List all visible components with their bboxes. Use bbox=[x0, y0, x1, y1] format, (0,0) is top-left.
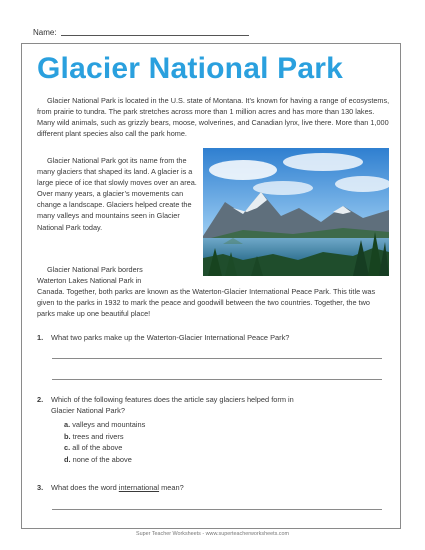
paragraph-border bbox=[37, 264, 197, 286]
answer-line[interactable] bbox=[52, 379, 382, 380]
choice-c[interactable]: c. all of the above bbox=[64, 443, 123, 453]
question-2-number: 2. bbox=[37, 395, 44, 404]
paragraph-glaciers: Glacier National Park got its name from the many glaciers that shaped its land. A glacier is a large piece of ice that slowly moves over an area. Over many years, a glacier’s movements can change a landscape. Glaciers helped create the many valleys and mountains seen in Glacier National Park today. bbox=[37, 156, 197, 232]
name-blank-line[interactable] bbox=[61, 35, 249, 36]
question-3-text-after: mean? bbox=[159, 483, 184, 492]
question-1-text: What two parks make up the Waterton-Glacier International Peace Park? bbox=[51, 333, 290, 342]
name-field bbox=[33, 28, 249, 37]
name-label: Name: bbox=[33, 28, 57, 37]
choice-d[interactable]: d. none of the above bbox=[64, 454, 132, 464]
question-2-choices bbox=[64, 419, 145, 465]
choice-b[interactable]: b. trees and rivers bbox=[64, 431, 124, 441]
paragraph-border-line2: Waterton Lakes National Park in bbox=[37, 276, 142, 286]
park-photo bbox=[203, 148, 389, 276]
question-3-keyword: international bbox=[118, 483, 160, 492]
question-2 bbox=[37, 394, 387, 416]
answer-line[interactable] bbox=[52, 358, 382, 359]
answer-line[interactable] bbox=[52, 509, 382, 510]
question-3 bbox=[37, 482, 387, 493]
choice-a[interactable]: a. valleys and mountains bbox=[64, 420, 146, 429]
paragraph-border-line1: Glacier National Park borders bbox=[47, 265, 143, 274]
paragraph-border-rest: Canada. Together, both parks are known as the Waterton-Glacier International Peace Park. This title was given to the parks in 1932 to mark the peace and goodwill between the two countries. Together, the two parks make up one beautiful place! bbox=[37, 287, 376, 319]
question-2-text-line2: Glacier National Park? bbox=[51, 406, 125, 415]
page-title: Glacier National Park bbox=[37, 52, 344, 85]
lake-mountain-image bbox=[203, 148, 389, 276]
paragraph-intro: Glacier National Park is located in the U.S. state of Montana. It’s known for having a range of ecosystems, from prairie to tundra. The park stretches across more than 1 million acres and has more than 130 lakes. Many wild animals, such as grizzly bears, moose, wolverines, and Canadian lynx, live there. More than 1,000 different plant species also call the park home. bbox=[37, 96, 390, 139]
question-3-text-before: What does the word bbox=[51, 483, 119, 492]
question-1-number: 1. bbox=[37, 333, 44, 342]
question-2-text-line1: Which of the following features does the article say glaciers helped form in bbox=[51, 395, 294, 404]
question-1 bbox=[37, 332, 387, 343]
question-3-number: 3. bbox=[37, 483, 44, 492]
footer-credit: Super Teacher Worksheets - www.superteacherworksheets.com bbox=[136, 531, 289, 537]
